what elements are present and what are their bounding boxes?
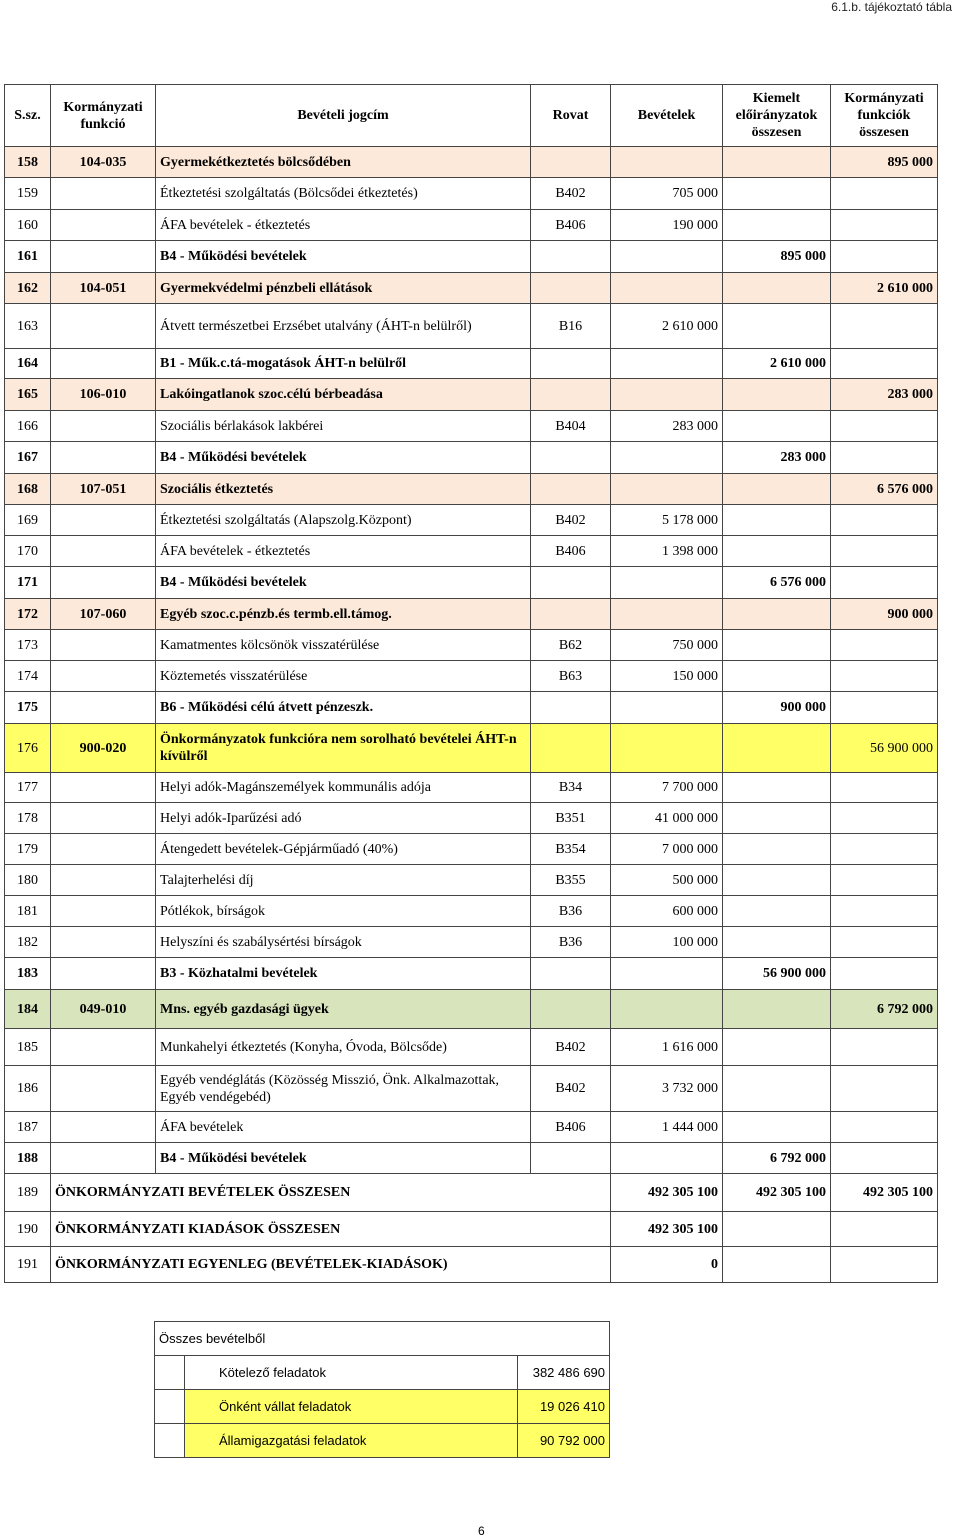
cell-funkciok [831,958,938,990]
cell-bevetelek [611,241,723,273]
cell-kiemelt: 56 900 000 [723,958,831,990]
cell-bevetelek [611,958,723,990]
cell-funkciok [831,1112,938,1143]
cell-ssz: 186 [5,1066,51,1112]
cell-funkcio [51,865,156,896]
summary-value-onkent: 19 026 410 [518,1390,610,1424]
table-row [5,661,938,692]
cell-jogcim: Egyéb szoc.c.pénzb.és termb.ell.támog. [156,599,531,630]
cell-kiemelt [723,724,831,773]
summary-value-allamigazgatasi: 90 792 000 [518,1424,610,1458]
cell-bevetelek [611,442,723,474]
cell-funkciok [831,834,938,865]
cell-bevetelek [611,349,723,379]
cell-funkcio [51,927,156,958]
table-row [5,958,938,990]
cell-bevetelek: 190 000 [611,210,723,241]
cell-bevetelek [611,724,723,773]
cell-kiemelt [723,1066,831,1112]
cell-funkciok [831,178,938,210]
total-label: ÖNKORMÁNYZATI BEVÉTELEK ÖSSZESEN [51,1174,611,1212]
cell-jogcim: Önkormányzatok funkcióra nem sorolható bevételei ÁHT-n kívülről [156,724,531,773]
cell-bevetelek: 5 178 000 [611,505,723,536]
cell-rovat [531,599,611,630]
cell-rovat: B63 [531,661,611,692]
cell-ssz: 179 [5,834,51,865]
cell-bevetelek: 283 000 [611,411,723,442]
cell-kiemelt [723,411,831,442]
table-row [5,692,938,724]
table-row [5,273,938,304]
cell-rovat: B34 [531,773,611,803]
table-row [5,178,938,210]
cell-ssz: 181 [5,896,51,927]
table-row [5,1066,938,1112]
cell-funkciok: 6 576 000 [831,474,938,505]
cell-funkcio [51,803,156,834]
cell-ssz: 172 [5,599,51,630]
cell-bevetelek: 3 732 000 [611,1066,723,1112]
cell-rovat: B402 [531,1066,611,1112]
table-row [5,349,938,379]
table-row [5,442,938,474]
cell-funkciok [831,865,938,896]
cell-bevetelek: 1 398 000 [611,536,723,567]
cell-rovat [531,724,611,773]
summary-value-kotelezo: 382 486 690 [518,1356,610,1390]
cell-kiemelt [723,630,831,661]
cell-ssz: 166 [5,411,51,442]
cell-bevetelek: 150 000 [611,661,723,692]
cell-ssz: 163 [5,304,51,349]
cell-rovat [531,567,611,599]
cell-ssz: 182 [5,927,51,958]
cell-kiemelt [723,379,831,411]
cell-funkciok: 283 000 [831,379,938,411]
table-row [5,599,938,630]
cell-jogcim: Átengedett bevételek-Gépjárműadó (40%) [156,834,531,865]
cell-bevetelek [611,273,723,304]
col-header-kiemelt: Kiemelt előirányzatok összesen [723,85,831,147]
cell-jogcim: B4 - Működési bevételek [156,442,531,474]
table-row [5,1029,938,1066]
cell-funkcio [51,536,156,567]
cell-ssz: 169 [5,505,51,536]
total-funkciok [831,1247,938,1283]
cell-kiemelt: 895 000 [723,241,831,273]
cell-jogcim: ÁFA bevételek - étkeztetés [156,210,531,241]
cell-bevetelek: 600 000 [611,896,723,927]
cell-ssz: 185 [5,1029,51,1066]
cell-funkciok [831,803,938,834]
cell-jogcim: Étkeztetési szolgáltatás (Bölcsődei étkeztetés) [156,178,531,210]
cell-jogcim: Gyermekétkeztetés bölcsődében [156,147,531,178]
cell-ssz: 170 [5,536,51,567]
total-funkciok: 492 305 100 [831,1174,938,1212]
cell-funkciok [831,927,938,958]
table-row [5,241,938,273]
cell-ssz: 184 [5,990,51,1029]
table-row [5,210,938,241]
cell-funkcio [51,958,156,990]
table-row [5,474,938,505]
cell-jogcim: Egyéb vendéglátás (Közösség Misszió, Önk. Alkalmazottak, Egyéb vendégebéd) [156,1066,531,1112]
cell-kiemelt [723,273,831,304]
cell-funkcio [51,349,156,379]
cell-ssz: 168 [5,474,51,505]
cell-ssz: 159 [5,178,51,210]
header-note: 6.1.b. tájékoztató tábla [831,0,952,14]
cell-funkciok [831,896,938,927]
table-row [5,803,938,834]
cell-kiemelt [723,865,831,896]
cell-funkciok [831,1066,938,1112]
table-row [5,630,938,661]
total-label: ÖNKORMÁNYZATI KIADÁSOK ÖSSZESEN [51,1212,611,1247]
total-bevetelek: 492 305 100 [611,1174,723,1212]
total-funkciok [831,1212,938,1247]
cell-funkciok [831,630,938,661]
cell-bevetelek [611,1143,723,1174]
cell-rovat [531,147,611,178]
table-row [5,724,938,773]
cell-jogcim: Szociális étkeztetés [156,474,531,505]
cell-rovat [531,990,611,1029]
table-header-row [5,85,938,147]
total-kiemelt [723,1212,831,1247]
revenue-table [4,84,938,1283]
cell-jogcim: Helyi adók-Magánszemélyek kommunális adója [156,773,531,803]
cell-funkciok [831,1143,938,1174]
cell-ssz: 160 [5,210,51,241]
cell-rovat: B402 [531,1029,611,1066]
cell-funkciok: 895 000 [831,147,938,178]
cell-rovat: B62 [531,630,611,661]
table-row [5,567,938,599]
page-number: 6 [478,1524,485,1538]
cell-jogcim: Pótlékok, bírságok [156,896,531,927]
cell-kiemelt: 900 000 [723,692,831,724]
cell-kiemelt [723,147,831,178]
cell-kiemelt [723,834,831,865]
table-row [5,990,938,1029]
total-kiemelt [723,1247,831,1283]
cell-funkciok [831,411,938,442]
cell-funkciok [831,304,938,349]
total-label: ÖNKORMÁNYZATI EGYENLEG (BEVÉTELEK-KIADÁSOK) [51,1247,611,1283]
summary-table [154,1321,610,1458]
table-row [5,411,938,442]
cell-kiemelt [723,1112,831,1143]
cell-funkciok [831,692,938,724]
cell-funkciok: 2 610 000 [831,273,938,304]
cell-funkcio [51,630,156,661]
total-ssz: 189 [5,1174,51,1212]
cell-funkcio [51,661,156,692]
cell-jogcim: Étkeztetési szolgáltatás (Alapszolg.Központ) [156,505,531,536]
cell-ssz: 187 [5,1112,51,1143]
cell-funkciok [831,349,938,379]
cell-jogcim: Talajterhelési díj [156,865,531,896]
cell-jogcim: Helyi adók-Iparűzési adó [156,803,531,834]
cell-jogcim: B4 - Működési bevételek [156,1143,531,1174]
cell-funkcio [51,304,156,349]
cell-ssz: 167 [5,442,51,474]
cell-funkciok: 6 792 000 [831,990,938,1029]
summary-label-kotelezo: Kötelező feladatok [185,1356,518,1390]
cell-jogcim: Kamatmentes kölcsönök visszatérülése [156,630,531,661]
cell-funkcio [51,411,156,442]
cell-kiemelt: 283 000 [723,442,831,474]
cell-funkciok [831,773,938,803]
table-total-row [5,1174,938,1212]
cell-kiemelt [723,599,831,630]
cell-kiemelt [723,990,831,1029]
cell-bevetelek: 41 000 000 [611,803,723,834]
cell-ssz: 183 [5,958,51,990]
col-header-funkcio: Kormányzati funkció [51,85,156,147]
cell-funkcio [51,567,156,599]
table-row [5,1112,938,1143]
cell-ssz: 178 [5,803,51,834]
summary-spacer [155,1356,185,1390]
cell-funkcio [51,692,156,724]
cell-rovat [531,241,611,273]
cell-kiemelt [723,1029,831,1066]
cell-bevetelek: 2 610 000 [611,304,723,349]
cell-rovat: B354 [531,834,611,865]
cell-funkcio: 104-035 [51,147,156,178]
cell-bevetelek [611,599,723,630]
cell-ssz: 171 [5,567,51,599]
cell-jogcim: B3 - Közhatalmi bevételek [156,958,531,990]
cell-ssz: 173 [5,630,51,661]
cell-kiemelt [723,474,831,505]
cell-funkcio [51,1066,156,1112]
cell-bevetelek: 750 000 [611,630,723,661]
cell-jogcim: B4 - Működési bevételek [156,241,531,273]
cell-jogcim: ÁFA bevételek [156,1112,531,1143]
cell-bevetelek: 7 700 000 [611,773,723,803]
cell-bevetelek: 1 616 000 [611,1029,723,1066]
cell-funkciok [831,661,938,692]
cell-rovat: B36 [531,927,611,958]
cell-funkciok [831,210,938,241]
cell-rovat [531,379,611,411]
total-kiemelt: 492 305 100 [723,1174,831,1212]
cell-funkcio: 900-020 [51,724,156,773]
cell-rovat: B355 [531,865,611,896]
table-row [5,505,938,536]
cell-funkcio: 107-051 [51,474,156,505]
cell-funkcio: 106-010 [51,379,156,411]
table-total-row [5,1247,938,1283]
cell-ssz: 164 [5,349,51,379]
cell-bevetelek: 500 000 [611,865,723,896]
cell-ssz: 162 [5,273,51,304]
cell-kiemelt: 6 576 000 [723,567,831,599]
table-row [5,536,938,567]
cell-ssz: 175 [5,692,51,724]
cell-kiemelt [723,661,831,692]
cell-funkciok [831,442,938,474]
table-row [5,927,938,958]
cell-rovat: B406 [531,536,611,567]
total-ssz: 191 [5,1247,51,1283]
cell-rovat [531,692,611,724]
cell-kiemelt [723,927,831,958]
cell-jogcim: Köztemetés visszatérülése [156,661,531,692]
cell-funkcio [51,210,156,241]
cell-ssz: 176 [5,724,51,773]
cell-rovat: B16 [531,304,611,349]
col-header-rovat: Rovat [531,85,611,147]
cell-bevetelek: 100 000 [611,927,723,958]
cell-ssz: 180 [5,865,51,896]
summary-label-onkent: Önként vállat feladatok [185,1390,518,1424]
cell-kiemelt [723,773,831,803]
cell-funkcio [51,178,156,210]
cell-funkciok [831,536,938,567]
cell-funkcio [51,834,156,865]
cell-funkciok [831,505,938,536]
cell-ssz: 161 [5,241,51,273]
cell-ssz: 177 [5,773,51,803]
cell-funkcio [51,505,156,536]
total-bevetelek: 492 305 100 [611,1212,723,1247]
cell-bevetelek [611,990,723,1029]
cell-rovat: B36 [531,896,611,927]
cell-funkciok: 56 900 000 [831,724,938,773]
table-row [5,1143,938,1174]
summary-title: Összes bevételből [155,1322,610,1356]
cell-rovat: B406 [531,210,611,241]
table-row [5,379,938,411]
cell-rovat [531,273,611,304]
cell-funkcio [51,442,156,474]
cell-funkcio [51,1143,156,1174]
cell-bevetelek: 705 000 [611,178,723,210]
cell-funkciok [831,1029,938,1066]
cell-bevetelek: 1 444 000 [611,1112,723,1143]
cell-rovat [531,958,611,990]
cell-rovat: B406 [531,1112,611,1143]
cell-kiemelt [723,803,831,834]
cell-rovat: B404 [531,411,611,442]
table-row [5,147,938,178]
cell-jogcim: Gyermekvédelmi pénzbeli ellátások [156,273,531,304]
total-bevetelek: 0 [611,1247,723,1283]
cell-jogcim: B1 - Műk.c.tá-mogatások ÁHT-n belülről [156,349,531,379]
cell-jogcim: B4 - Működési bevételek [156,567,531,599]
cell-kiemelt [723,536,831,567]
summary-label-allamigazgatasi: Államigazgatási feladatok [185,1424,518,1458]
cell-rovat [531,442,611,474]
table-row [5,834,938,865]
cell-kiemelt: 6 792 000 [723,1143,831,1174]
cell-funkcio [51,1029,156,1066]
col-header-bevetelek: Bevételek [611,85,723,147]
cell-funkcio [51,1112,156,1143]
cell-jogcim: Lakóingatlanok szoc.célú bérbeadása [156,379,531,411]
cell-ssz: 158 [5,147,51,178]
cell-kiemelt [723,896,831,927]
table-body [5,147,938,1283]
cell-jogcim: Szociális bérlakások lakbérei [156,411,531,442]
total-ssz: 190 [5,1212,51,1247]
col-header-jogcim: Bevételi jogcím [156,85,531,147]
cell-ssz: 165 [5,379,51,411]
cell-ssz: 174 [5,661,51,692]
cell-kiemelt: 2 610 000 [723,349,831,379]
cell-jogcim: Átvett természetbei Erzsébet utalvány (ÁHT-n belülről) [156,304,531,349]
cell-funkcio: 107-060 [51,599,156,630]
col-header-funkciok: Kormányzati funkciók összesen [831,85,938,147]
cell-jogcim: Munkahelyi étkeztetés (Konyha, Óvoda, Bölcsőde) [156,1029,531,1066]
cell-funkciok: 900 000 [831,599,938,630]
cell-bevetelek [611,692,723,724]
cell-rovat [531,1143,611,1174]
table-row [5,896,938,927]
cell-kiemelt [723,178,831,210]
cell-jogcim: B6 - Működési célú átvett pénzeszk. [156,692,531,724]
col-header-ssz: S.sz. [5,85,51,147]
cell-funkcio: 049-010 [51,990,156,1029]
cell-bevetelek [611,379,723,411]
cell-rovat [531,349,611,379]
table-row [5,773,938,803]
cell-funkcio [51,241,156,273]
cell-jogcim: Helyszíni és szabálysértési bírságok [156,927,531,958]
cell-kiemelt [723,210,831,241]
cell-rovat: B402 [531,178,611,210]
cell-funkcio: 104-051 [51,273,156,304]
cell-funkcio [51,773,156,803]
summary-spacer [155,1424,185,1458]
cell-kiemelt [723,304,831,349]
cell-jogcim: Mns. egyéb gazdasági ügyek [156,990,531,1029]
table-total-row [5,1212,938,1247]
summary-spacer [155,1390,185,1424]
cell-bevetelek [611,147,723,178]
cell-funkciok [831,567,938,599]
cell-bevetelek [611,474,723,505]
cell-bevetelek [611,567,723,599]
cell-rovat: B351 [531,803,611,834]
cell-ssz: 188 [5,1143,51,1174]
cell-kiemelt [723,505,831,536]
cell-jogcim: ÁFA bevételek - étkeztetés [156,536,531,567]
table-row [5,304,938,349]
table-row [5,865,938,896]
cell-rovat [531,474,611,505]
cell-bevetelek: 7 000 000 [611,834,723,865]
cell-funkciok [831,241,938,273]
cell-funkcio [51,896,156,927]
cell-rovat: B402 [531,505,611,536]
